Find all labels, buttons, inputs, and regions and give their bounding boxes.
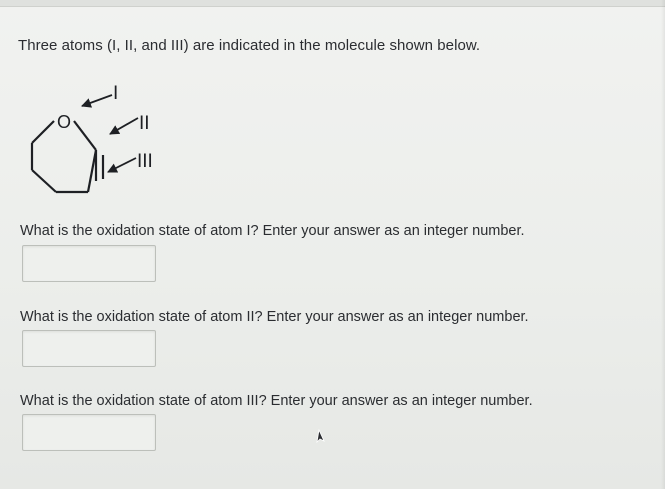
right-edge-shadow xyxy=(661,0,665,489)
intro-text: Three atoms (I, II, and III) are indicated in the molecule shown below. xyxy=(18,37,481,54)
arrow-atom-i-icon xyxy=(82,95,112,106)
double-bond xyxy=(96,150,103,181)
oxygen-label: O xyxy=(56,112,72,132)
atom-i-label: I xyxy=(113,83,119,104)
question-1-prompt: What is the oxidation state of atom I? Enter your answer as an integer number. xyxy=(20,223,525,239)
answer-3-input[interactable] xyxy=(22,414,156,451)
arrow-atom-iii-icon xyxy=(108,158,136,172)
atom-ii-label: II xyxy=(139,113,150,134)
question-2-prompt: What is the oxidation state of atom II? Enter your answer as an integer number. xyxy=(20,309,529,325)
answer-1-input[interactable] xyxy=(22,245,156,282)
atom-iii-label: III xyxy=(137,151,153,172)
answer-2-input[interactable] xyxy=(22,330,156,367)
mouse-pointer-icon xyxy=(314,429,326,443)
top-divider xyxy=(0,0,665,7)
arrow-atom-ii-icon xyxy=(110,118,138,134)
question-3-prompt: What is the oxidation state of atom III? Enter your answer as an integer number. xyxy=(20,393,533,409)
molecule-diagram xyxy=(0,70,200,195)
